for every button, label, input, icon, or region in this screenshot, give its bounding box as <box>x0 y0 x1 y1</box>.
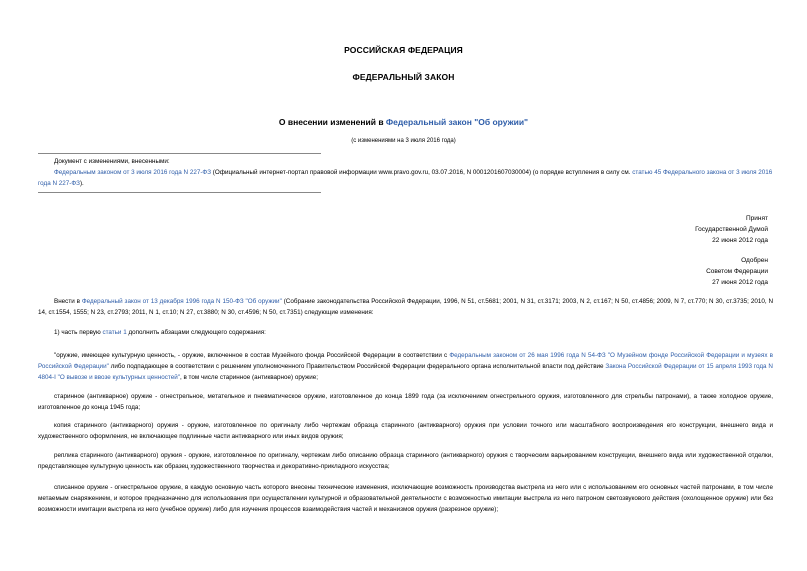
changes-note <box>38 156 773 189</box>
approved-line-2: Советом Федерации <box>706 268 768 275</box>
p3-museum-law-link[interactable]: Федеральным законом от 26 мая 1996 года N 54-ФЗ "О Музейном фонде Российской Федерации и музеях в Российской Федерации" <box>38 352 773 370</box>
adopted-line-3: 22 июня 2012 года <box>712 237 768 244</box>
changes-note-text-2: ). <box>79 180 84 187</box>
changes-note-intro: Документ с изменениями, внесенными: <box>54 158 170 165</box>
country-heading: РОССИЙСКАЯ ФЕДЕРАЦИЯ <box>344 45 463 55</box>
paragraph-intro <box>38 296 773 318</box>
p2-article-link[interactable]: статьи 1 <box>102 329 127 336</box>
approved-line-1: Одобрен <box>741 257 768 264</box>
law-subtitle: (с изменениями на 3 июля 2016 года) <box>351 138 456 144</box>
adopted-line-1: Принят <box>745 215 768 222</box>
p4-text: старинное (антикварное) оружие - огнестрельное, метательное и пневматическое оружие, изготовленное до конца 1899 года (за исключением огнестрельного оружия, изготовленного для стрельбы патронами), а также холодное оружие, изготовленное до конца 1945 года; <box>38 393 773 411</box>
changes-note-link-1[interactable]: Федеральным законом от 3 июля 2016 года N 227-ФЗ <box>54 169 212 176</box>
changes-note-link-2[interactable]: статью 45 Федерального закона от 3 июля 2016 года N 227-ФЗ <box>38 169 773 187</box>
p3-export-law-link[interactable]: Закона Российской Федерации от 15 апреля 1993 года N 4804-I "О вывозе и ввозе культурных ценностей" <box>38 363 773 381</box>
approved-line-3: 27 июня 2012 года <box>712 279 768 286</box>
p2-text-a: 1) часть первую <box>54 329 103 336</box>
p6-text: реплика старинного (антикварного) оружия - оружие, изготовленное по оригиналу, чертежам либо описанию образца старинного (антикварного) оружия с творческим варьированием конструкции, внешнего вида или художественной отделки, представляющее культурную ценность как образец художественного творчества и декоративно-прикладного искусства; <box>38 452 773 470</box>
approved-block <box>706 255 768 288</box>
changes-note-text-1: (Официальный интернет-портал правовой информации www.pravo.gov.ru, 03.07.2016, N 0001201607030004) (о порядке вступления в силу см. <box>211 169 633 176</box>
adopted-block <box>695 213 768 246</box>
p7-text: списанное оружие - огнестрельное оружие, в каждую основную часть которого внесены технические изменения, исключающие возможность производства выстрела из него или с использованием его основных частей патронами, в том числе метаемым снаряжением, и которое предназначено для использования при осуществлении культурной и образовательной деятельности с возможностью имитации выстрела из него патроном светозвукового действия (охолощенное оружие) или без возможности имитации выстрела из него (учебное оружие) либо для изучения процессов взаимодействия частей и механизмов оружия (разрезное оружие); <box>38 484 773 513</box>
changes-note-body <box>38 167 773 189</box>
adopted-line-2: Государственной Думой <box>695 226 768 233</box>
p1-text-a: Внести в <box>54 298 82 305</box>
p2-text-b: дополнить абзацами следующего содержания: <box>126 329 266 336</box>
p5-text: копия старинного (антикварного) оружия - оружие, изготовленное по оригиналу либо чертежам образца старинного (антикварного) оружия при условии точного или масштабного воспроизведения его конструкции, внешнего вида и художественного оформления, не включающее подлинные части антикварного или иных видов оружия; <box>38 422 773 440</box>
paragraph-weapon-replica <box>38 450 773 472</box>
doc-type-heading: ФЕДЕРАЛЬНЫЙ ЗАКОН <box>352 72 455 82</box>
divider-bottom <box>38 192 321 193</box>
p1-law-link[interactable]: Федеральный закон от 13 декабря 1996 года N 150-ФЗ "Об оружии" <box>81 298 282 305</box>
p3-text-a: "оружие, имеющее культурную ценность, - оружие, включенное в состав Музейного фонда Российской Федерации в соответствии с <box>54 352 450 359</box>
paragraph-item-1 <box>38 327 773 338</box>
paragraph-weapon-copy <box>38 420 773 442</box>
p3-text-c: , в том числе старинное (антикварное) оружие; <box>179 374 318 381</box>
p1-text-b: (Собрание законодательства Российской Федерации, 1996, N 51, ст.5681; 2001, N 31, ст.3171; 2003, N 2, ст.167; N 50, ст.4856; 2009, N 7, ст.770; N 30, ст.3735; 2010, N 14, ст.1554, 1555; N 23, ст.2793; 2011, N 1, ст.10; N 27, ст.3880; N 30, ст.4596; N 50, ст.7351) следующие изменения: <box>38 298 774 316</box>
paragraph-cultural-weapon <box>38 350 773 383</box>
divider-top <box>38 153 321 154</box>
law-title-prefix: О внесении изменений в <box>278 117 386 127</box>
paragraph-decommissioned-weapon <box>38 482 773 515</box>
paragraph-antique-weapon <box>38 391 773 413</box>
law-title <box>0 117 807 127</box>
p3-text-b: либо подпадающее в соответствии с решением уполномоченного Правительством Российской Федерации федерального органа исполнительной власти под действие <box>108 363 606 370</box>
law-title-link[interactable]: Федеральный закон "Об оружии" <box>385 117 529 127</box>
